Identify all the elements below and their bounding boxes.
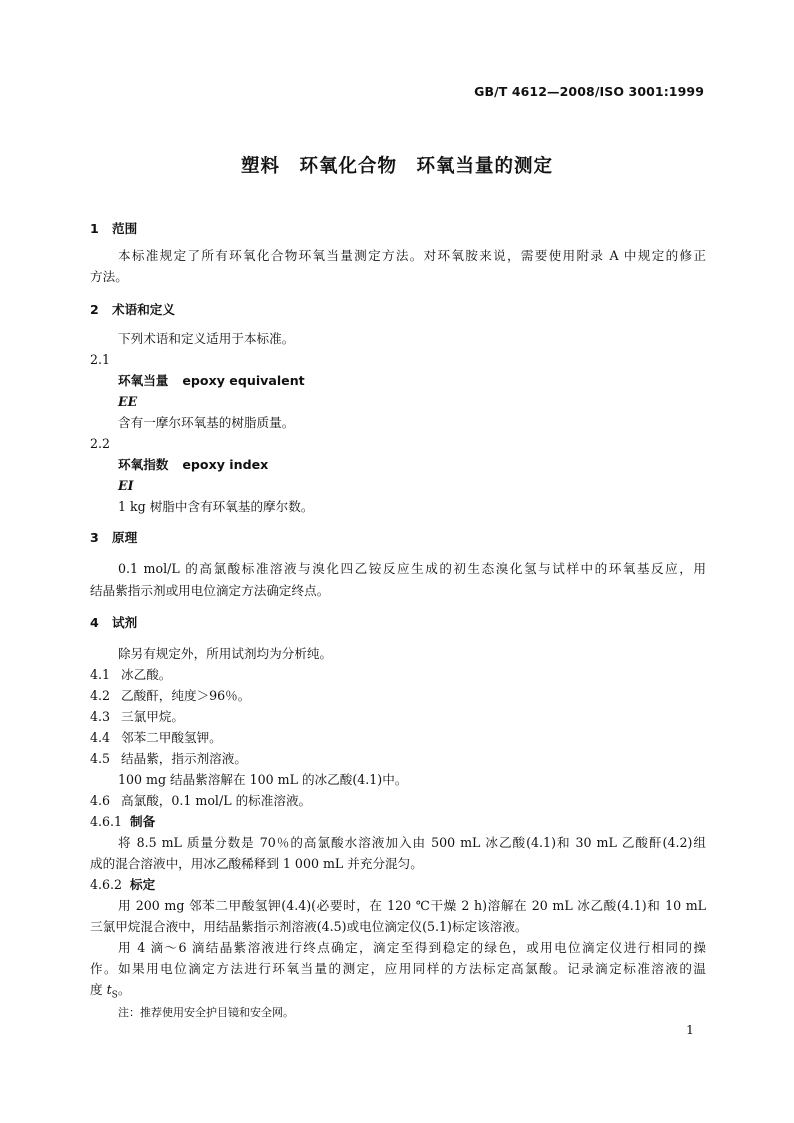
safety-note: 注：推荐使用安全护目镜和安全网。 — [118, 1006, 294, 1019]
section-4-intro: 除另有规定外，所用试剂均为分析纯。 — [118, 646, 333, 661]
term-2-2-number: 2.2 — [90, 436, 111, 451]
item-4-6-2-para-2-line-2: 作。如果用电位滴定方法进行环氧当量的测定，应用同样的方法标定高氯酸。记录滴定标准溶液的温 — [90, 961, 706, 976]
section-3-heading: 3 原理 — [90, 530, 138, 545]
item-4-6-1-text-line-1: 将 8.5 mL 质量分数是 70％的高氯酸水溶液加入由 500 mL 冰乙酸(4.1)和 30 mL 乙酸酐(4.2)组 — [118, 835, 706, 850]
term-2-1-abbreviation: EE — [118, 394, 138, 409]
page-number: 1 — [686, 1022, 694, 1037]
item-4-6-2-para-1-line-2: 三氯甲烷混合液中，用结晶紫指示剂溶液(4.5)或电位滴定仪(5.1)标定该溶液。 — [90, 919, 528, 934]
item-4-2: 4.2 乙酸酐，纯度＞96％。 — [90, 688, 251, 703]
term-2-1-definition: 含有一摩尔环氧基的树脂质量。 — [118, 415, 295, 430]
item-4-6-2-heading: 4.6.2 标定 — [90, 877, 156, 892]
item-4-6-2-para-1-line-1: 用 200 mg 邻苯二甲酸氢钾(4.4)(必要时，在 120 ℃干燥 2 h)溶解在 20 mL 冰乙酸(4.1)和 10 mL — [118, 898, 706, 913]
item-4-6-2-para-2-line-1: 用 4 滴～6 滴结晶紫溶液进行终点确定，滴定至得到稳定的绿色，或用电位滴定仪进行相同的操 — [118, 940, 706, 955]
section-3-text-line-1: 0.1 mol/L 的高氯酸标准溶液与溴化四乙铵反应生成的初生态溴化氢与试样中的环氧基反应，用 — [118, 561, 706, 576]
item-4-5: 4.5 结晶紫，指示剂溶液。 — [90, 751, 247, 766]
item-4-6-1-heading: 4.6.1 制备 — [90, 814, 156, 829]
term-2-2-abbreviation: EI — [118, 478, 134, 493]
item-4-6-1-text-line-2: 成的混合溶液中，用冰乙酸稀释到 1 000 mL 并充分混匀。 — [90, 856, 423, 871]
item-4-1: 4.1 冰乙酸。 — [90, 667, 172, 682]
standard-number: GB/T 4612—2008/ISO 3001:1999 — [474, 84, 704, 99]
document-title: 塑料 环氧化合物 环氧当量的测定 — [240, 156, 553, 177]
term-2-1: 环氧当量 epoxy equivalent — [118, 373, 305, 388]
section-4-heading: 4 试剂 — [90, 615, 138, 630]
section-1-heading: 1 范围 — [90, 221, 138, 236]
term-2-2: 环氧指数 epoxy index — [118, 457, 269, 472]
temperature-subscript: S — [111, 990, 118, 1001]
item-4-6-2-para-2-line-3: 度 $t_S$。 — [90, 982, 131, 1001]
section-2-intro: 下列术语和定义适用于本标准。 — [118, 331, 295, 346]
term-2-1-number: 2.1 — [90, 352, 111, 367]
section-2-heading: 2 术语和定义 — [90, 302, 175, 317]
section-1-text-line-2: 方法。 — [90, 269, 128, 284]
item-4-4: 4.4 邻苯二甲酸氢钾。 — [90, 730, 222, 745]
item-4-3: 4.3 三氯甲烷。 — [90, 709, 184, 724]
temperature-variable: t — [106, 982, 112, 997]
section-1-text-line-1: 本标准规定了所有环氧化合物环氧当量测定方法。对环氧胺来说，需要使用附录 A 中规定的修正 — [118, 248, 706, 263]
item-4-5-description: 100 mg 结晶紫溶解在 100 mL 的冰乙酸(4.1)中。 — [118, 772, 408, 787]
item-4-6: 4.6 高氯酸，0.1 mol/L 的标准溶液。 — [90, 793, 312, 808]
section-3-text-line-2: 结晶紫指示剂或用电位滴定方法确定终点。 — [90, 583, 330, 598]
term-2-2-definition: 1 kg 树脂中含有环氧基的摩尔数。 — [118, 499, 314, 514]
